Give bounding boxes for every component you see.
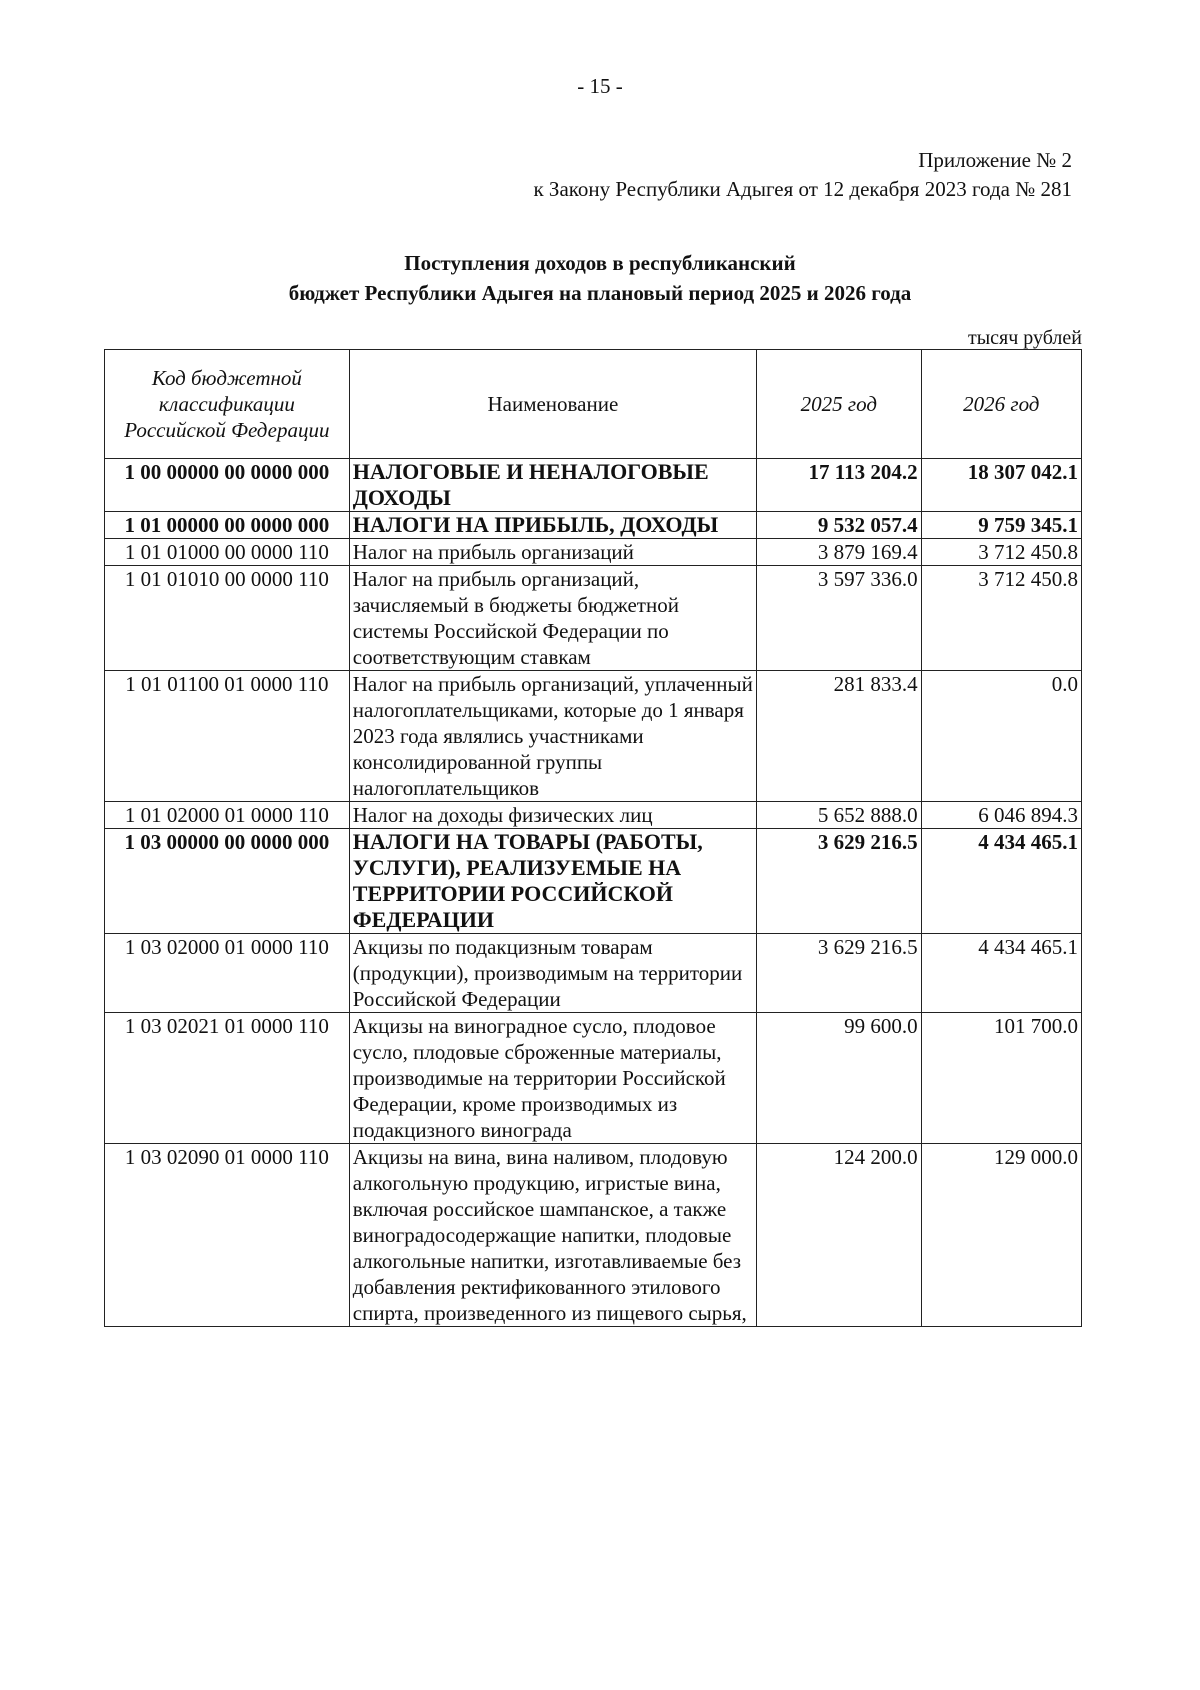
header-name: Наименование [349, 350, 756, 459]
row-code: 1 01 01000 00 0000 110 [105, 539, 350, 566]
row-value-2026: 129 000.0 [921, 1144, 1081, 1327]
table-row [105, 802, 1082, 829]
table-row [105, 934, 1082, 1013]
row-value-2026: 3 712 450.8 [921, 539, 1081, 566]
row-value-2026: 0.0 [921, 671, 1081, 802]
row-code: 1 00 00000 00 0000 000 [105, 459, 350, 512]
appendix-line-1: Приложение № 2 [918, 148, 1072, 172]
table-row [105, 1144, 1082, 1327]
row-value-2025: 99 600.0 [757, 1013, 922, 1144]
row-value-2025: 9 532 057.4 [757, 512, 922, 539]
row-name: НАЛОГИ НА ТОВАРЫ (РАБОТЫ, УСЛУГИ), РЕАЛИЗУЕМЫЕ НА ТЕРРИТОРИИ РОССИЙСКОЙ ФЕДЕРАЦИИ [349, 829, 756, 934]
table-row [105, 671, 1082, 802]
row-code: 1 03 00000 00 0000 000 [105, 829, 350, 934]
row-value-2025: 124 200.0 [757, 1144, 922, 1327]
row-value-2026: 3 712 450.8 [921, 566, 1081, 671]
row-value-2026: 6 046 894.3 [921, 802, 1081, 829]
revenue-table [104, 349, 1082, 1327]
row-name: Акцизы на виноградное сусло, плодовое сусло, плодовые сброженные материалы, производимые на территории Российской Федерации, кроме производимых из подакцизного винограда [349, 1013, 756, 1144]
table-row [105, 539, 1082, 566]
row-code: 1 01 01100 01 0000 110 [105, 671, 350, 802]
row-name: НАЛОГИ НА ПРИБЫЛЬ, ДОХОДЫ [349, 512, 756, 539]
row-value-2026: 9 759 345.1 [921, 512, 1081, 539]
row-name: Акцизы на вина, вина наливом, плодовую алкогольную продукцию, игристые вина, включая российское шампанское, а также виноградосодержащие напитки, плодовые алкогольные напитки, изготавливаемые без добавления ректификованного этилового спирта, произведенного из пищевого сырья, [349, 1144, 756, 1327]
row-value-2026: 4 434 465.1 [921, 829, 1081, 934]
row-value-2025: 17 113 204.2 [757, 459, 922, 512]
table-row [105, 566, 1082, 671]
page-number: - 15 - [577, 74, 623, 98]
row-value-2025: 3 629 216.5 [757, 829, 922, 934]
row-code: 1 03 02021 01 0000 110 [105, 1013, 350, 1144]
row-name: Акцизы по подакцизным товарам (продукции), производимым на территории Российской Федерации [349, 934, 756, 1013]
appendix-reference [533, 146, 1072, 204]
row-value-2025: 3 879 169.4 [757, 539, 922, 566]
row-name: Налог на прибыль организаций, зачисляемый в бюджеты бюджетной системы Российской Федерации по соответствующим ставкам [349, 566, 756, 671]
row-value-2025: 281 833.4 [757, 671, 922, 802]
row-value-2026: 101 700.0 [921, 1013, 1081, 1144]
row-code: 1 01 01010 00 0000 110 [105, 566, 350, 671]
row-code: 1 01 00000 00 0000 000 [105, 512, 350, 539]
title-line-2: бюджет Республики Адыгея на плановый период 2025 и 2026 года [288, 281, 912, 305]
table-body [105, 459, 1082, 1327]
title-line-1: Поступления доходов в республиканский [404, 251, 796, 275]
row-value-2025: 3 597 336.0 [757, 566, 922, 671]
appendix-line-2: к Закону Республики Адыгея от 12 декабря 2023 года № 281 [533, 177, 1072, 201]
row-name: НАЛОГОВЫЕ И НЕНАЛОГОВЫЕ ДОХОДЫ [349, 459, 756, 512]
document-title [0, 248, 1200, 308]
table-row [105, 512, 1082, 539]
row-value-2026: 18 307 042.1 [921, 459, 1081, 512]
header-2026: 2026 год [921, 350, 1081, 459]
header-code: Код бюджетной классификации Российской Федерации [105, 350, 350, 459]
row-name: Налог на доходы физических лиц [349, 802, 756, 829]
table-header-row [105, 350, 1082, 459]
row-code: 1 03 02000 01 0000 110 [105, 934, 350, 1013]
table-row [105, 829, 1082, 934]
header-2025: 2025 год [757, 350, 922, 459]
row-value-2025: 5 652 888.0 [757, 802, 922, 829]
row-value-2025: 3 629 216.5 [757, 934, 922, 1013]
row-name: Налог на прибыль организаций [349, 539, 756, 566]
row-code: 1 01 02000 01 0000 110 [105, 802, 350, 829]
units-label: тысяч рублей [967, 327, 1082, 349]
row-value-2026: 4 434 465.1 [921, 934, 1081, 1013]
row-name: Налог на прибыль организаций, уплаченный налогоплательщиками, которые до 1 января 2023 года являлись участниками консолидированной группы налогоплательщиков [349, 671, 756, 802]
table-row [105, 459, 1082, 512]
row-code: 1 03 02090 01 0000 110 [105, 1144, 350, 1327]
table-row [105, 1013, 1082, 1144]
